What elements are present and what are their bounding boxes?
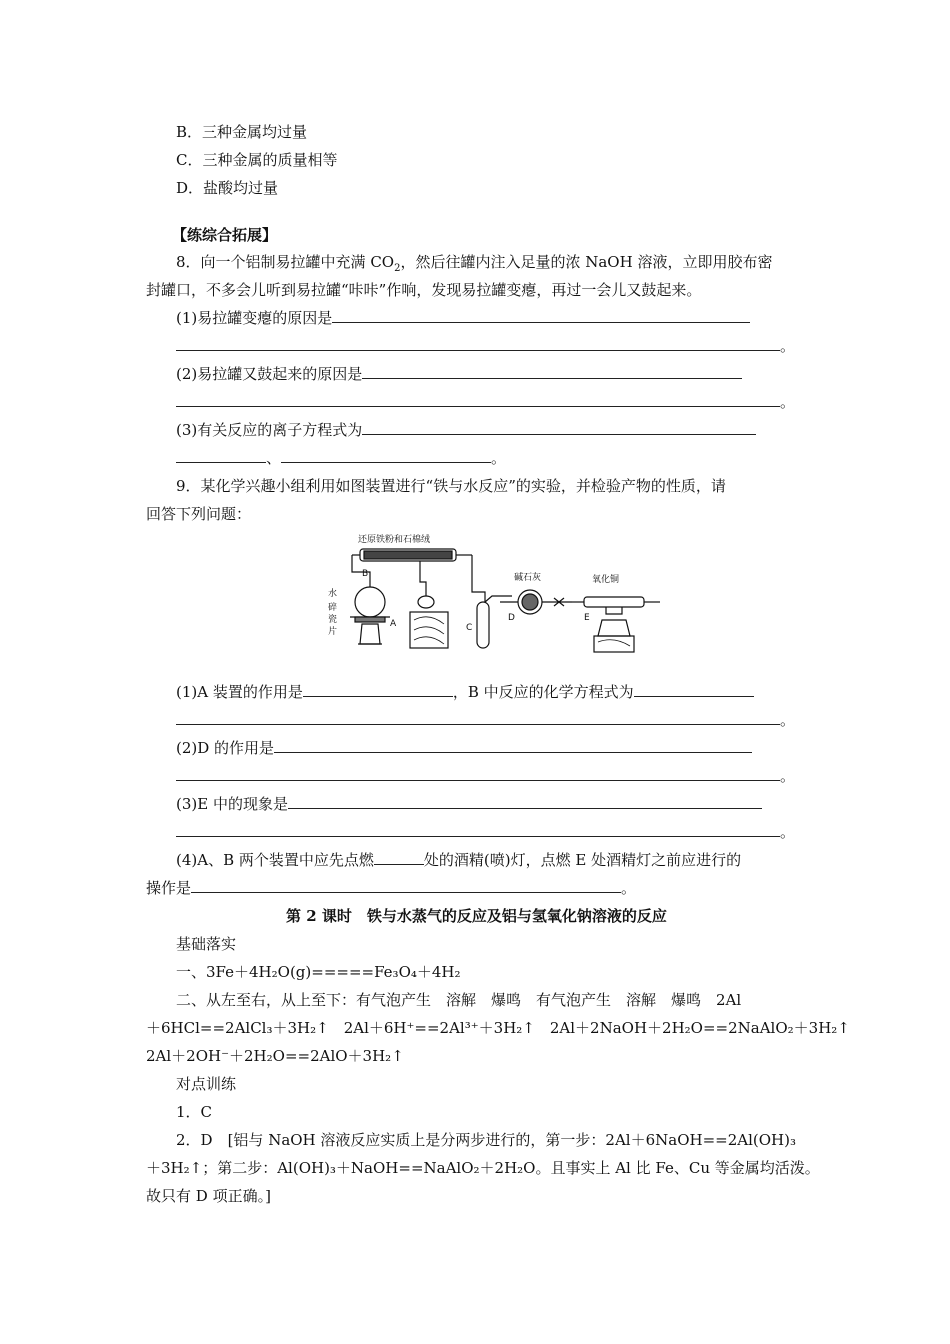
base-heading: 基础落实 [176,935,237,953]
q8-line2: 封罐口，不多会儿听到易拉罐“咔咔”作响，发现易拉罐变瘪，再过一会儿又鼓起来。 [146,281,702,299]
q9-part1: (1)A 装置的作用是 ，B 中反应的化学方程式为 [176,682,754,702]
answer-2: 二、从左至右，从上至下：有气泡产生 溶解 爆鸣 有气泡产生 溶解 爆鸣 2Al [176,991,742,1009]
q8-line1: 8．向一个铝制易拉罐中充满 $CO_2$，然后往罐内注入足量的浓 NaOH 溶液，立即用胶布密 [176,253,773,274]
answer-blank[interactable] [303,682,453,697]
answer-blank[interactable] [176,448,266,463]
section-heading: 【练综合拓展】 [172,226,278,244]
q8-part3-cont: 、 。 [176,448,506,468]
label-soda: 碱石灰 [514,573,542,583]
label-e: E [584,613,590,623]
answers-title: 第 2 课时 铁与水蒸气的反应及铝与氢氧化钠溶液的反应 [286,907,667,925]
label-top: 还原铁粉和石棉绒 [358,535,431,545]
answer-blank[interactable] [176,710,780,725]
answer-blank[interactable] [191,878,621,893]
train-2-cont2: 故只有 D 项正确。] [146,1187,271,1205]
answer-2-cont: ＋6HCl==2AlCl₃＋3H₂↑ 2Al＋6H⁺==2Al³⁺＋3H₂↑ 2Al＋2NaOH＋2H₂O==2NaAlO₂＋3H₂↑ [146,1019,850,1037]
label-d: D [508,613,515,623]
label-chip1: 碎 [328,603,338,613]
train-2-cont: ＋3H₂↑；第二步：Al(OH)₃＋NaOH==NaAlO₂＋2H₂O。且事实上 Al 比 Fe、Cu 等金属均活泼。 [146,1159,820,1177]
label-cuo: 氧化铜 [592,575,620,585]
answer-blank[interactable] [362,364,742,379]
q9-part3: (3)E 中的现象是 [176,794,762,814]
train-heading: 对点训练 [176,1075,237,1093]
label-b: B [362,569,369,579]
option-d: D．盐酸均过量 [176,179,279,197]
q9-part3-cont: 。 [176,822,795,842]
answer-1: 一、3Fe＋4H₂O(g)=====Fe₃O₄＋4H₂ [176,963,461,981]
answer-blank[interactable] [176,336,780,351]
q8-part1-cont: 。 [176,336,795,356]
answer-blank[interactable] [374,850,424,865]
label-a: A [390,619,397,629]
label-chip3: 片 [328,627,338,637]
answer-2-cont2: 2Al＋2OH⁻＋2H₂O==2AlO＋3H₂↑ [146,1047,404,1065]
q8-part1: (1)易拉罐变瘪的原因是 [176,308,750,328]
answer-blank[interactable] [176,392,780,407]
answer-blank[interactable] [634,682,754,697]
q8-part3: (3)有关反应的离子方程式为 [176,420,756,440]
q9-line1: 9．某化学兴趣小组利用如图装置进行“铁与水反应”的实验，并检验产物的性质，请 [176,477,726,495]
apparatus-figure [322,532,662,657]
q9-part2: (2)D 的作用是 [176,738,752,758]
label-water: 水 [328,589,338,599]
answer-blank[interactable] [362,420,756,435]
option-b: B．三种金属均过量 [176,123,308,141]
label-c: C [466,623,473,633]
answer-blank[interactable] [332,308,750,323]
q9-part4: (4)A、B 两个装置中应先点燃 处的酒精(喷)灯，点燃 E 处酒精灯之前应进行的 [176,851,742,869]
train-2: 2．D [铝与 NaOH 溶液反应实质上是分两步进行的，第一步：2Al＋6NaOH==2Al(OH)₃ [176,1131,796,1149]
q8-part2: (2)易拉罐又鼓起来的原因是 [176,364,742,384]
train-1: 1．C [176,1103,213,1121]
answer-blank[interactable] [176,822,780,837]
answer-blank[interactable] [274,738,752,753]
q9-line2: 回答下列问题： [146,505,252,523]
label-chip2: 瓷 [328,615,338,625]
q9-part1-cont: 。 [176,710,795,730]
q8-part2-cont: 。 [176,392,795,412]
q9-part4-cont: 操作是 。 [146,879,637,897]
option-c: C．三种金属的质量相等 [176,151,338,169]
answer-blank[interactable] [281,448,491,463]
q9-part2-cont: 。 [176,766,795,786]
answer-blank[interactable] [288,794,762,809]
answer-blank[interactable] [176,766,780,781]
